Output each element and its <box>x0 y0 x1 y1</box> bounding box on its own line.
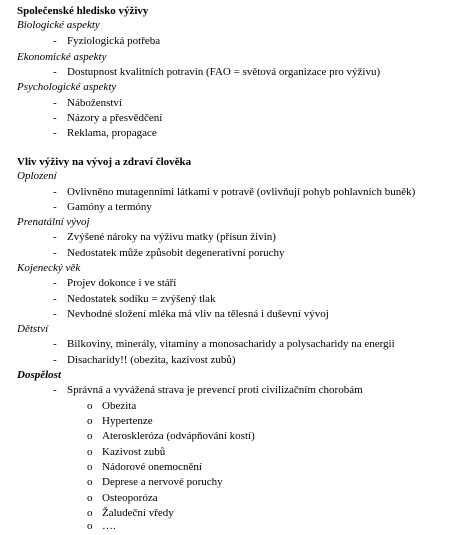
subheading-fertilization: Oplození <box>17 170 57 182</box>
section-heading-development: Vliv výživy na vývoj a zdraví člověka <box>17 156 192 168</box>
section-heading-social: Společenské hledisko výživy <box>17 5 149 17</box>
list-item: - Nedostatek sodíku = zvýšený tlak <box>53 293 216 305</box>
dash-marker: - <box>53 354 57 366</box>
subheading-economic: Ekonomické aspekty <box>17 51 107 63</box>
dash-marker: - <box>53 112 57 124</box>
dash-marker: - <box>53 231 57 243</box>
bullet-marker: o <box>87 461 93 473</box>
list-item: - Gamóny a termóny <box>53 201 152 213</box>
sub-list-item: o Deprese a nervové poruchy <box>87 476 223 488</box>
bullet-marker: o <box>87 507 93 519</box>
sub-list-item: o Obezita <box>87 400 137 412</box>
sub-list-item: o Žaludeční vředy <box>87 507 174 519</box>
dash-marker: - <box>53 338 57 350</box>
subheading-childhood: Dětství <box>17 323 49 335</box>
list-item: - Reklama, propagace <box>53 127 157 139</box>
list-item: - Nevhodné složení mléka má vliv na tělesná i duševní vývoj <box>53 308 329 320</box>
bullet-marker: o <box>87 415 93 427</box>
sub-list-item: o Hypertenze <box>87 415 153 427</box>
list-item: - Náboženství <box>53 97 122 109</box>
bullet-marker: o <box>87 446 93 458</box>
dash-marker: - <box>53 66 57 78</box>
list-item: - Bilkoviny, minerály, vitamíny a monosacharidy a polysacharidy na energii <box>53 338 395 350</box>
dash-marker: - <box>53 127 57 139</box>
list-item: - Dostupnost kvalitních potravin (FAO = světová organizace pro výživu) <box>53 66 381 78</box>
bullet-marker: o <box>87 492 93 504</box>
dash-marker: - <box>53 97 57 109</box>
list-item: - Správná a vyvážená strava je prevencí proti civilizačním chorobám <box>53 384 363 396</box>
dash-marker: - <box>53 201 57 213</box>
sub-list-item: o Ateroskleróza (odvápňování kostí) <box>87 430 255 442</box>
subheading-infancy: Kojenecký věk <box>17 262 81 274</box>
dash-marker: - <box>53 384 57 396</box>
sub-list-item: o Kazivost zubů <box>87 446 166 458</box>
list-item: - Ovlivněno mutagenními látkami v potravě (ovlivňují pohyb pohlavních buněk) <box>53 186 416 198</box>
list-item: - Projev dokonce i ve stáří <box>53 277 177 289</box>
bullet-marker: o <box>87 430 93 442</box>
list-item: - Disacharidy!! (obezita, kazivost zubů) <box>53 354 236 366</box>
subheading-biological: Biologické aspekty <box>17 19 100 31</box>
dash-marker: - <box>53 277 57 289</box>
list-item: - Zvýšené nároky na výživu matky (přísun živin) <box>53 231 276 243</box>
list-item: - Názory a přesvědčení <box>53 112 163 124</box>
list-item: - Fyziologická potřeba <box>53 35 161 47</box>
dash-marker: - <box>53 308 57 320</box>
sub-list-item: o Nádorové onemocnění <box>87 461 202 473</box>
bullet-marker: o <box>87 476 93 488</box>
subheading-psychological: Psychologické aspekty <box>17 81 117 93</box>
dash-marker: - <box>53 35 57 47</box>
dash-marker: - <box>53 186 57 198</box>
sub-list-item: o Osteoporóza <box>87 492 158 504</box>
list-item: - Nedostatek může způsobit degenerativní poruchy <box>53 247 285 259</box>
subheading-adulthood: Dospělost <box>17 369 61 381</box>
sub-list-item: o …. <box>87 520 116 532</box>
subheading-prenatal: Prenatální vývoj <box>17 216 90 228</box>
dash-marker: - <box>53 247 57 259</box>
bullet-marker: o <box>87 520 93 532</box>
bullet-marker: o <box>87 400 93 412</box>
dash-marker: - <box>53 293 57 305</box>
